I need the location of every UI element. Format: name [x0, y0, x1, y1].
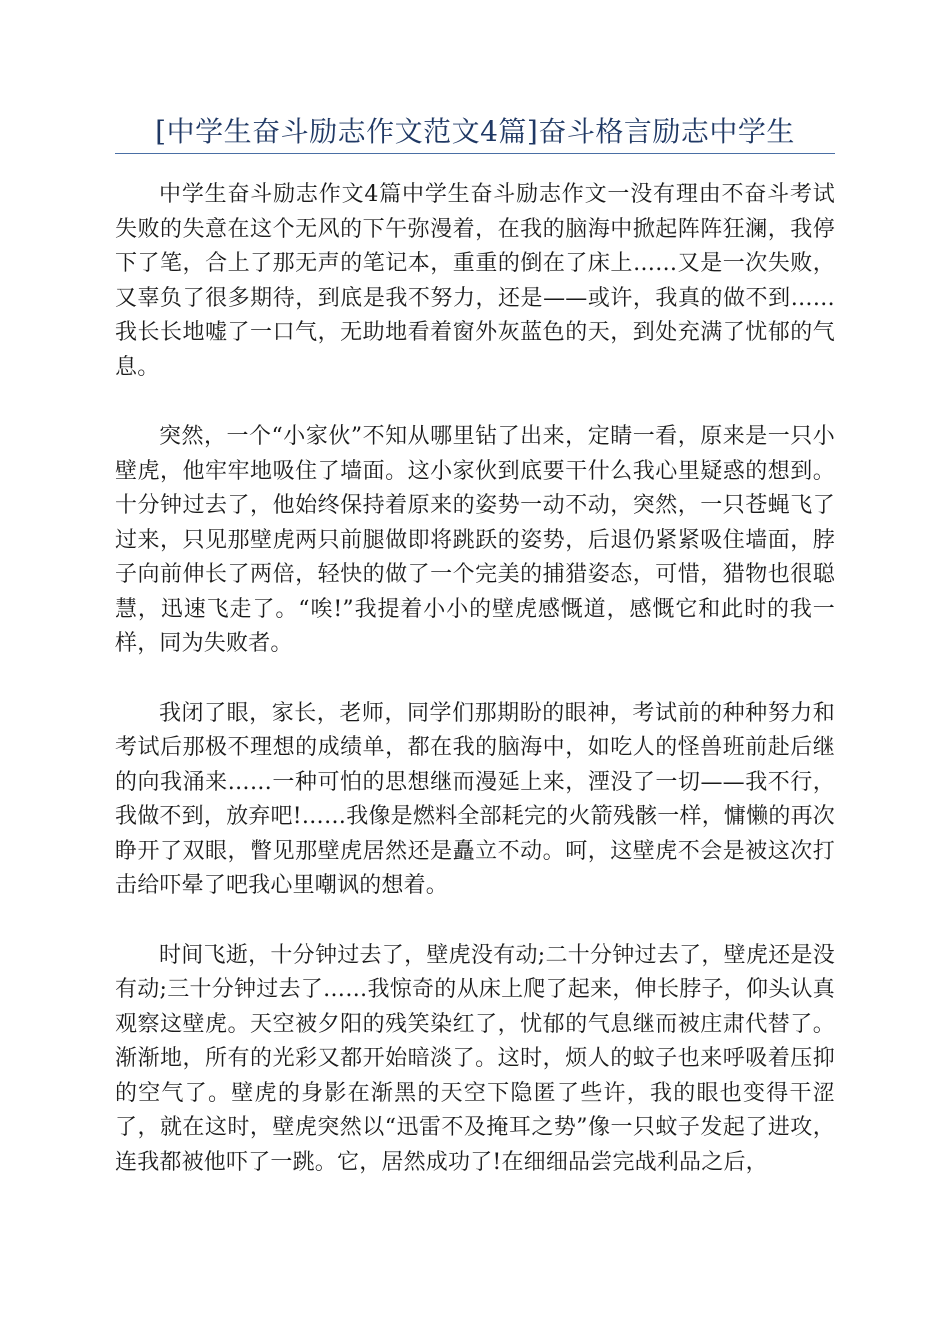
paragraph-1: 中学生奋斗励志作文4篇中学生奋斗励志作文一没有理由不奋斗考试失败的失意在这个无风的下午弥漫着，在我的脑海中掀起阵阵狂澜，我停下了笔，合上了那无声的笔记本，重重的倒在了床上……又是一次失败，又辜负了很多期待，到底是我不努力，还是——或许，我真的做不到……我长长地嘘了一口气，无助地看着窗外灰蓝色的天，到处充满了忧郁的气息。 — [115, 182, 835, 380]
paragraph-4: 时间飞逝，十分钟过去了，壁虎没有动;二十分钟过去了，壁虎还是没有动;三十分钟过去了……我惊奇的从床上爬了起来，伸长脖子，仰头认真观察这壁虎。天空被夕阳的残笑染红了，忧郁的气息继而被庄肃代替了。渐渐地，所有的光彩又都开始暗淡了。这时，烦人的蚊子也来呼吸着压抑的空气了。壁虎的身影在渐黑的天空下隐匿了些许，我的眼也变得干涩了，就在这时，壁虎突然以“迅雷不及掩耳之势”像一只蚊子发起了进攻，连我都被他吓了一跳。它，居然成功了!在细细品尝完战利品之后， — [115, 942, 835, 1175]
document-body — [115, 178, 835, 1215]
document-title: [中学生奋斗励志作文范文4篇]奋斗格言励志中学生 — [155, 115, 795, 148]
paragraph-2: 突然，一个“小家伙”不知从哪里钻了出来，定睛一看，原来是一只小壁虎，他牢牢地吸住了墙面。这小家伙到底要干什么我心里疑惑的想到。十分钟过去了，他始终保持着原来的姿势一动不动，突然，一只苍蝇飞了过来，只见那壁虎两只前腿做即将跳跃的姿势，后退仍紧紧吸住墙面，脖子向前伸长了两倍，轻快的做了一个完美的捕猎姿态，可惜，猎物也很聪慧，迅速飞走了。“唉!”我提着小小的壁虎感慨道，感慨它和此时的我一样，同为失败者。 — [115, 424, 835, 656]
paragraph-3: 我闭了眼，家长，老师，同学们那期盼的眼神，考试前的种种努力和考试后那极不理想的成绩单，都在我的脑海中，如吃人的怪兽班前赴后继的向我涌来……一种可怕的思想继而漫延上来，湮没了一切——我不行，我做不到，放弃吧!……我像是燃料全部耗完的火箭残骸一样，慵懒的再次睁开了双眼，瞥见那壁虎居然还是矗立不动。呵，这壁虎不会是被这次打击给吓晕了吧我心里嘲讽的想着。 — [115, 700, 835, 898]
title-underline — [115, 153, 835, 154]
